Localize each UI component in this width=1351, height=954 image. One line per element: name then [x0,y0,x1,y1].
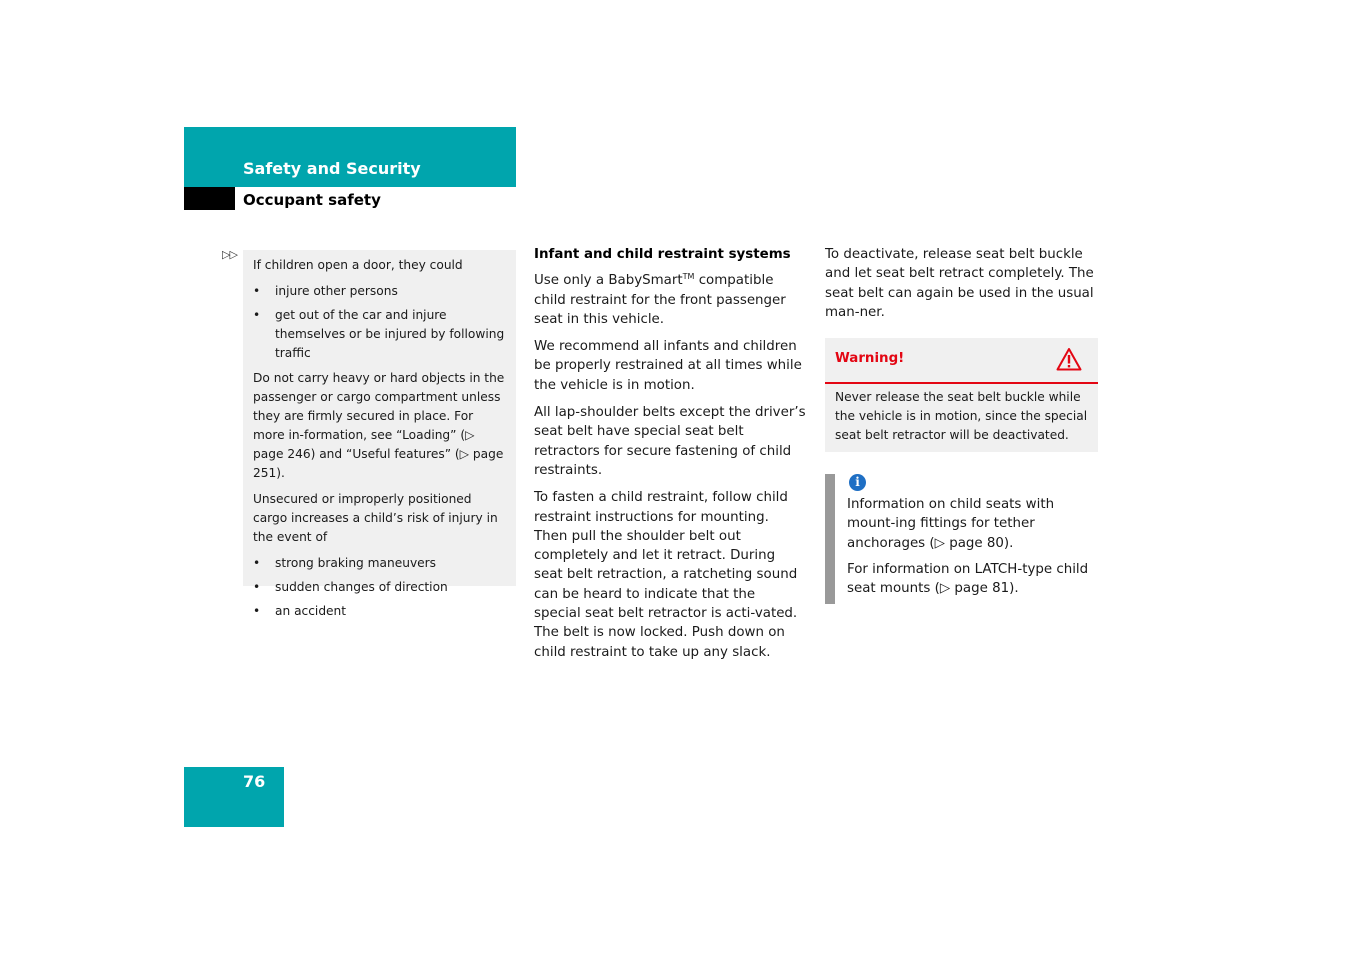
info-tether-paragraph: Information on child seats with mount-ing fittings for tether anchorages (▷ page 80). [847,497,1055,551]
info-side-bar [825,474,835,604]
bullet-icon: • [253,308,261,322]
recommend-paragraph: We recommend all infants and children be properly restrained at all times while the vehicle is in motion. [534,339,802,393]
deactivate-text [825,245,1099,322]
continuation-arrows-icon: ▷▷ [222,248,237,261]
deactivate-paragraph: To deactivate, release seat belt buckle and let seat belt retract completely. The seat belt can again be used in the usual man-ner. [825,247,1094,320]
retractor-paragraph: All lap-shoulder belts except the driver’s seat belt have special seat belt retractors for secure fastening of child restraints. [534,405,806,478]
section-title: Safety and Security [243,159,421,178]
section-tab-marker [184,187,235,210]
warning-body: Never release the seat belt buckle while the vehicle is in motion, since the special seat belt retractor will be deactivated. [825,384,1098,452]
subsection-title: Occupant safety [243,191,381,209]
list-item: • sudden changes of direction [253,578,508,597]
bullet-icon: • [253,604,261,618]
list-item: • strong braking maneuvers [253,554,508,573]
list-item: • injure other persons [253,282,508,301]
restraint-systems-column [534,245,806,670]
caution-list-2 [253,554,508,621]
info-note [847,495,1101,605]
caution-list-1 [253,282,508,363]
info-icon: i [849,474,866,491]
caution-cargo-paragraph: Do not carry heavy or hard objects in the passenger or cargo compartment unless they are firmly secured in place. For more in-formation, see “Loading” (▷ page 246) and “Useful features” (▷ page 251). [253,371,505,480]
bullet-icon: • [253,284,261,298]
info-latch-paragraph: For information on LATCH-type child seat mounts (▷ page 81). [847,561,1089,597]
list-item: • an accident [253,602,508,621]
list-item: • get out of the car and injure themselves or be injured by following traffic [253,308,505,360]
header-band [184,127,516,187]
fasten-paragraph: To fasten a child restraint, follow child restraint instructions for mounting. Then pull the shoulder belt out completely and let it retract. During seat belt retraction, a ratcheting sound can be heard to indicate that the special seat belt retractor is acti-vated. The belt is now locked. Push down on child restraint to take up any slack. [534,490,798,660]
page-number: 76 [243,772,266,791]
page-number-box [184,767,284,827]
restraint-systems-heading: Infant and child restraint systems [534,247,791,262]
warning-header [825,338,1098,384]
warning-triangle-icon [1056,347,1082,371]
caution-intro: If children open a door, they could [253,258,463,272]
trademark-mark: TM [682,272,695,282]
children-caution-box [243,250,516,618]
bullet-icon: • [253,556,261,570]
bullet-icon: • [253,580,261,594]
caution-risk-paragraph: Unsecured or improperly positioned cargo increases a child’s risk of injury in the event of [253,492,498,544]
warning-title: Warning! [835,351,905,366]
babysmart-paragraph: Use only a BabySmart™ compatible child restraint for the front passenger seat in this vehicle. [534,272,786,327]
